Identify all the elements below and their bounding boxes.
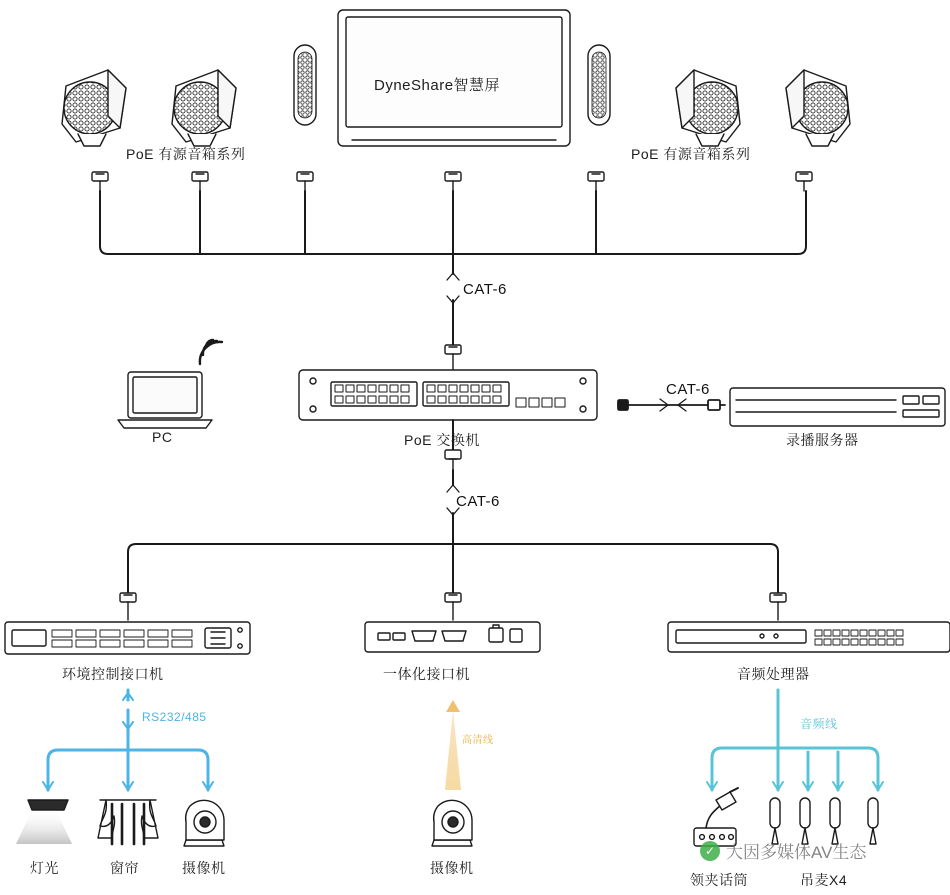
speakers-left-label: PoE 有源音箱系列: [126, 146, 246, 162]
env-controller-device: [5, 622, 250, 654]
display-label: DyneShare智慧屏: [374, 77, 501, 94]
light-fixture: [16, 800, 72, 844]
audio-processor-device: [668, 622, 950, 652]
hanging-mic-4: [868, 798, 878, 844]
rs232-label: RS232/485: [142, 710, 207, 724]
connector-top-4: [445, 172, 461, 191]
curtain: [98, 800, 158, 844]
audio-line-label: 音频线: [800, 717, 838, 731]
lavalier-mic-label: 领夹话筒: [690, 872, 748, 888]
column-speaker-left: [294, 45, 316, 125]
speaker-left-1: [62, 70, 126, 146]
switch-label: PoE 交换机: [404, 432, 480, 448]
recorder-server: [730, 388, 945, 426]
audio-line-tree: [707, 690, 883, 790]
connector-switch-bottom: [445, 450, 461, 470]
speaker-left-2: [172, 70, 236, 146]
column-speaker-right: [588, 45, 610, 125]
env-controller-label: 环境控制接口机: [62, 666, 164, 682]
rs232-tree: [43, 690, 213, 790]
light-label: 灯光: [30, 860, 59, 876]
cat6-recorder-label: CAT-6: [666, 381, 710, 398]
camera-left-label: 摄像机: [182, 860, 226, 876]
cat6-bottom-label: CAT-6: [456, 493, 500, 510]
camera-left: [184, 800, 224, 846]
cat6-top-label: CAT-6: [463, 281, 507, 298]
connector-bottom-right: [770, 593, 786, 620]
wifi-icon: [200, 340, 222, 364]
connector-switch-top: [445, 345, 461, 372]
cable-switch-recorder: [618, 399, 725, 411]
pc-laptop: [118, 340, 222, 428]
hanging-mic-label: 吊麦X4: [800, 872, 848, 888]
watermark-badge-icon: ✓: [700, 841, 720, 861]
connector-bottom-center: [445, 593, 461, 620]
camera-center-label: 摄像机: [430, 860, 474, 876]
connector-top-1: [92, 172, 108, 191]
connector-top-5: [588, 172, 604, 191]
hd-line: [445, 700, 461, 790]
watermark-text: 大因多媒体AV生态: [726, 843, 867, 862]
watermark: [700, 838, 866, 863]
speaker-right-2: [786, 70, 850, 146]
curtain-label: 窗帘: [110, 860, 139, 876]
speakers-right-label: PoE 有源音箱系列: [631, 146, 751, 162]
top-cable-bus: [100, 191, 806, 345]
connector-bottom-left: [120, 593, 136, 620]
connector-top-2: [192, 172, 208, 191]
recorder-label: 录播服务器: [786, 432, 859, 448]
speaker-right-1: [676, 70, 740, 146]
integrated-interface-label: 一体化接口机: [383, 666, 470, 682]
connector-top-3: [297, 172, 313, 191]
camera-center: [432, 800, 472, 846]
hd-line-label: 高清线: [462, 735, 494, 746]
cat6-top-arrows: [447, 273, 459, 303]
integrated-interface-device: [365, 622, 540, 652]
pc-label: PC: [152, 429, 173, 445]
connector-top-6: [796, 172, 812, 191]
audio-processor-label: 音频处理器: [737, 666, 810, 682]
poe-switch: [299, 370, 597, 420]
